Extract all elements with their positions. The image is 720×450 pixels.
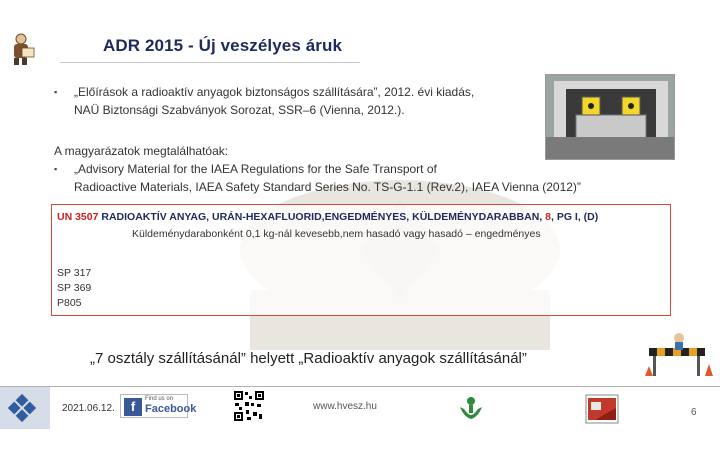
title-divider <box>60 62 360 63</box>
bullet-regulations <box>54 83 534 119</box>
explanations-intro: A magyarázatok megtalálhatóak: <box>54 144 229 158</box>
bullet-line-1: „Előírások a radioaktív anyagok biztonságos szállítására”, 2012. évi kiadás, <box>74 85 475 99</box>
un-class: 8 <box>545 211 551 223</box>
facebook-label: Facebook <box>145 403 197 415</box>
quote-text: „7 osztály szállításánál” helyett „Radioaktív anyagok szállításánál” <box>90 350 527 367</box>
explanations-bullet <box>54 160 714 196</box>
un-entry-heading <box>57 211 598 223</box>
roadwork-barrier-icon <box>645 330 715 380</box>
reader-figure-icon <box>8 32 38 66</box>
bullet-marker: ▪ <box>54 164 58 174</box>
un-number: UN 3507 <box>57 211 99 223</box>
explanations-line-1: „Advisory Material for the IAEA Regulations for the Safe Transport of <box>74 162 437 176</box>
calendar-2015-icon <box>585 394 619 424</box>
page-number: 6 <box>691 407 697 418</box>
windows-style-logo-icon <box>0 387 50 429</box>
special-provision-369: SP 369 <box>57 282 92 294</box>
un-entry-box <box>51 204 671 316</box>
bullet-marker: ▪ <box>54 87 58 97</box>
facebook-icon: f <box>124 398 142 416</box>
packing-instruction: P805 <box>57 297 82 309</box>
facebook-link[interactable] <box>120 394 197 418</box>
explanations-block <box>54 142 714 196</box>
website-link[interactable]: www.hvesz.hu <box>313 401 377 412</box>
un-comma: , <box>550 211 557 223</box>
facebook-small-text: Find us on <box>145 396 174 402</box>
special-provision-317: SP 317 <box>57 267 92 279</box>
green-hands-icon <box>456 395 486 421</box>
bullet-line-2: NAÜ Biztonsági Szabványok Sorozat, SSR–6 (Vienna, 2012.). <box>74 103 405 117</box>
un-packing-group: PG I, (D) <box>556 211 599 223</box>
qr-code-icon <box>233 390 265 422</box>
footer <box>0 387 720 450</box>
un-description: RADIOAKTÍV ANYAG, URÁN-HEXAFLUORID,ENGEDMÉNYES, KÜLDEMÉNYDARABBAN, <box>98 211 546 223</box>
footer-date: 2021.06.12. <box>62 403 115 414</box>
un-entry-note: Küldeménydarabonként 0,1 kg-nál kevesebb,nem hasadó vagy hasadó – engedményes <box>132 228 541 240</box>
explanations-line-2: Radioactive Materials, IAEA Safety Standard Series No. TS-G-1.1 (Rev.2), IAEA Vienna (2012)” <box>74 180 581 194</box>
page-title: ADR 2015 - Új veszélyes áruk <box>103 36 343 55</box>
